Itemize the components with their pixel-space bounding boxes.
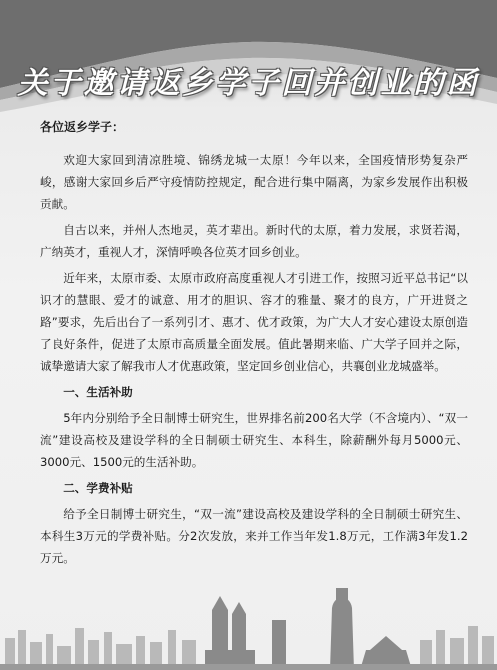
section-body-living-allowance: 5年内分别给予全日制博士研究生，世界排名前200名大学（不含境内）、“双一流”建设高校及建设学科的全日制硕士研究生、本科生，除薪酬外每月5000元、3000元、1500元的生活补助。 xyxy=(40,411,468,469)
salutation: 各位返乡学子： xyxy=(40,120,125,134)
section-heading-tuition-subsidy: 二、学费补贴 xyxy=(63,481,133,495)
city-skyline-illustration xyxy=(0,580,497,670)
paragraph-welcome: 欢迎大家回到清凉胜境、锦绣龙城一太原！今年以来，全国疫情形势复杂严峻，感谢大家回乡后严守疫情防控规定，配合进行集中隔离，为家乡发展作出积极贡献。 xyxy=(40,153,468,211)
letter-body xyxy=(40,118,468,573)
section-body-tuition-subsidy: 给予全日制博士研究生，“双一流”建设高校及建设学科的全日制硕士研究生、本科生3万元的学费补贴。分2次发放，来并工作当年发1.8万元，工作满3年发1.2万元。 xyxy=(40,507,468,565)
page-title: 关于邀请返乡学子回并创业的函 xyxy=(17,66,480,101)
section-heading-living-allowance: 一、生活补助 xyxy=(63,385,133,399)
paragraph-talent: 自古以来，并州人杰地灵，英才辈出。新时代的太原，着力发展，求贤若渴，广纳英才，重视人才，深情呼唤各位英才回乡创业。 xyxy=(40,223,468,259)
paragraph-policy: 近年来，太原市委、太原市政府高度重视人才引进工作，按照习近平总书记“以识才的慧眼、爱才的诚意、用才的胆识、容才的雅量、聚才的良方，广开进贤之路”要求，先后出台了一系列引才、惠才、优才政策，为广大人才安心建设太原创造了良好条件，促进了太原市高质量全面发展。值此暑期来临、广大学子回并之际，诚挚邀请大家了解我市人才优惠政策，坚定回乡创业信心，共襄创业龙城盛举。 xyxy=(40,271,468,373)
